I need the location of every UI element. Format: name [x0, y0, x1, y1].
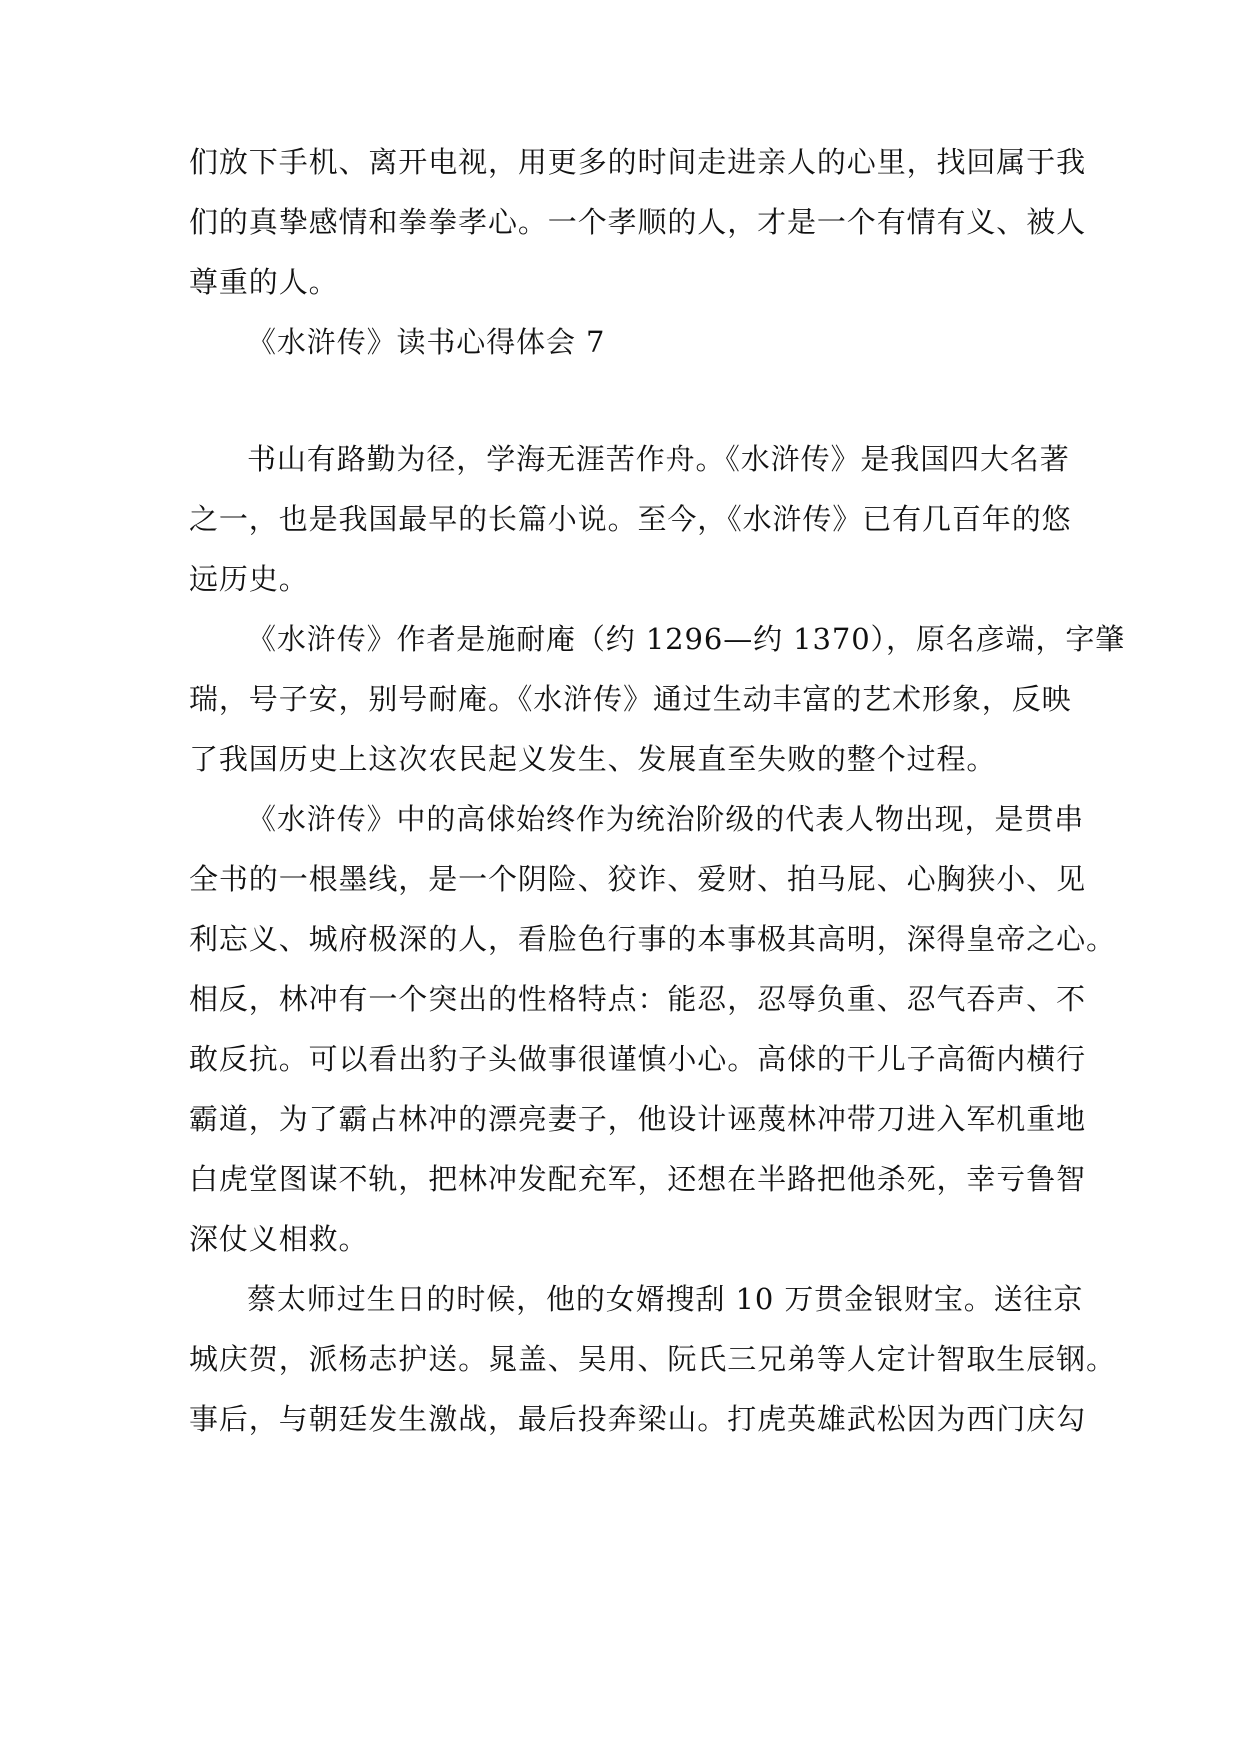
- text-line: 瑞，号子安，别号耐庵。《水浒传》通过生动丰富的艺术形象，反映: [189, 682, 1072, 716]
- text-line: 敢反抗。可以看出豹子头做事很谨慎小心。高俅的干儿子高衙内横行: [189, 1042, 1087, 1076]
- text-line: 们的真挚感情和拳拳孝心。一个孝顺的人，才是一个有情有义、被人: [189, 205, 1087, 239]
- text-line: 们放下手机、离开电视，用更多的时间走进亲人的心里，找回属于我: [189, 145, 1087, 179]
- text-line: 《水浒传》中的高俅始终作为统治阶级的代表人物出现，是贯串: [247, 802, 1085, 836]
- text-line: 相反，林冲有一个突出的性格特点：能忍，忍辱负重、忍气吞声、不: [189, 982, 1087, 1016]
- text-line: 了我国历史上这次农民起义发生、发展直至失败的整个过程。: [189, 742, 997, 776]
- section-heading: 《水浒传》读书心得体会 7: [247, 325, 606, 359]
- text-line: 全书的一根墨线，是一个阴险、狡诈、爱财、拍马屁、心胸狭小、见: [189, 862, 1087, 896]
- text-line: 霸道，为了霸占林冲的漂亮妻子，他设计诬蔑林冲带刀进入军机重地: [189, 1102, 1087, 1136]
- text-line: 蔡太师过生日的时候，他的女婿搜刮 10 万贯金银财宝。送往京: [247, 1282, 1084, 1316]
- text-line: 城庆贺，派杨志护送。晁盖、吴用、阮氏三兄弟等人定计智取生辰钢。: [189, 1342, 1116, 1376]
- text-line: 之一，也是我国最早的长篇小说。至今，《水浒传》已有几百年的悠: [189, 502, 1072, 536]
- text-line: 远历史。: [189, 562, 309, 596]
- text-line: 利忘义、城府极深的人，看脸色行事的本事极其高明，深得皇帝之心。: [189, 922, 1116, 956]
- text-line: 白虎堂图谋不轨，把林冲发配充军，还想在半路把他杀死，幸亏鲁智: [189, 1162, 1087, 1196]
- text-line: 事后，与朝廷发生激战，最后投奔梁山。打虎英雄武松因为西门庆勾: [189, 1402, 1087, 1436]
- text-line: 尊重的人。: [189, 265, 339, 299]
- text-line: 书山有路勤为径，学海无涯苦作舟。《水浒传》是我国四大名著: [247, 442, 1070, 476]
- text-line: 深仗义相救。: [189, 1222, 369, 1256]
- text-line: 《水浒传》作者是施耐庵（约 1296—约 1370），原名彦端，字肇: [247, 622, 1126, 656]
